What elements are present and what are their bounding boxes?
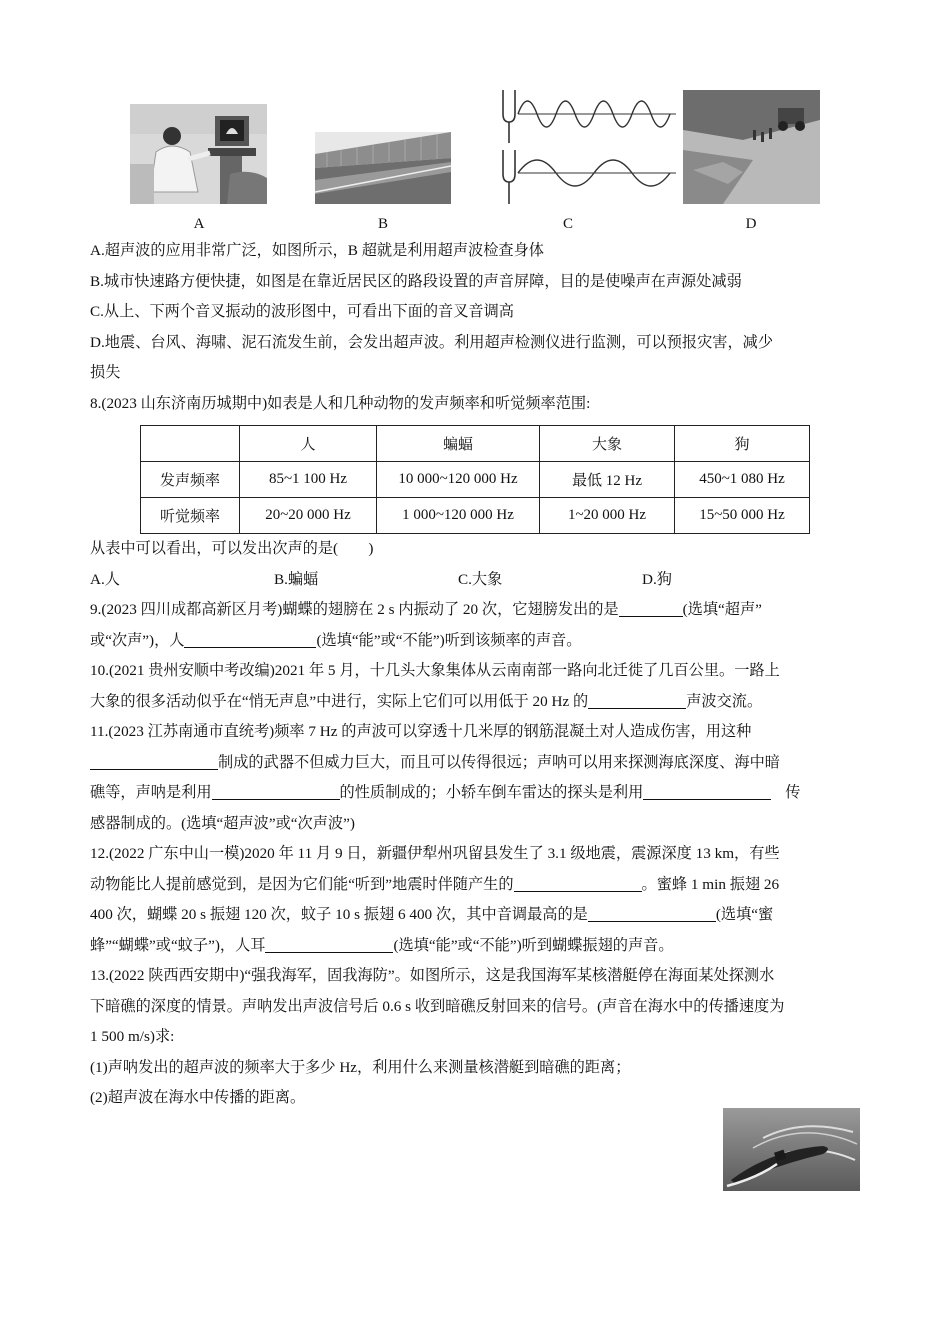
question-8: [90, 389, 860, 596]
landslide-site-photo: [683, 90, 820, 204]
q7-option-c: C.从上、下两个音叉振动的波形图中，可看出下面的音叉音调高: [90, 303, 514, 320]
q12-line-2: [90, 870, 860, 901]
table-cell: 15~50 000 Hz: [675, 498, 810, 534]
q12-text: (选填“蜜: [715, 906, 774, 923]
table-cell: 85~1 100 Hz: [240, 462, 377, 498]
q9-text: (选填“超声”: [682, 601, 762, 618]
table-cell: 1~20 000 Hz: [540, 498, 675, 534]
answer-blank[interactable]: [184, 631, 316, 648]
q12-text: 400 次，蝴蝶 20 s 振翅 120 次，蚊子 10 s 振翅 6 400 次，其中音调最高的是: [90, 906, 588, 923]
table-cell: 听觉频率: [141, 498, 240, 534]
q8-option-c[interactable]: C.大象: [458, 570, 503, 588]
q10-line-2: [90, 687, 860, 718]
q10-text: 声波交流。: [686, 692, 763, 710]
q13-line-1: 13.(2022 陕西西安期中)“强我海军，固我海防”。如图所示，这是我国海军某核潜艇停在海面某处探测水: [90, 967, 775, 984]
table-header-cell: 狗: [675, 426, 810, 462]
highway-sound-barrier-photo: [315, 132, 451, 204]
answer-blank[interactable]: [643, 783, 771, 800]
q13-sub-1: (1)声呐发出的超声波的频率大于多少 Hz，利用什么来测量核潜艇到暗礁的距离；: [90, 1058, 631, 1076]
q13-line-2: 下暗礁的深度的情景。声呐发出声波信号后 0.6 s 收到暗礁反射回来的信号。(声音在海水中的传播速度为: [90, 997, 785, 1015]
table-row: [141, 498, 810, 534]
question-11: [90, 717, 860, 839]
q11-text: 的性质制成的；小轿车倒车雷达的探头是利用: [339, 784, 644, 801]
q7-option-b: B.城市快速路方便快捷，如图是在靠近居民区的路段设置的声音屏障，目的是使噪声在声源处减弱: [90, 272, 742, 290]
table-cell: 10 000~120 000 Hz: [377, 462, 540, 498]
q12-text: (选填“能”或“不能”)听到蝴蝶振翅的声音。: [393, 936, 674, 954]
q7-option-d-cont: 损失: [90, 364, 121, 381]
q7-option-a: A.超声波的应用非常广泛，如图所示，B 超就是利用超声波检查身体: [90, 242, 544, 259]
table-header-cell: 蝙蝠: [377, 426, 540, 462]
answer-blank[interactable]: [619, 600, 683, 617]
q11-line-3: [90, 778, 860, 809]
q8-question: 从表中可以看出，可以发出次声的是( ): [90, 540, 374, 557]
table-cell: 1 000~120 000 Hz: [377, 498, 540, 534]
table-header-cell: [141, 426, 240, 462]
frequency-table: [140, 425, 810, 534]
q9-text: (选填“能”或“不能”)听到该频率的声音。: [316, 631, 582, 649]
question-12: [90, 839, 860, 961]
figure-label-c: C: [562, 216, 573, 232]
q8-option-a[interactable]: A.人: [90, 570, 120, 588]
figure-label-d: D: [745, 216, 757, 232]
q10-line-1: 10.(2021 贵州安顺中考改编)2021 年 5 月，十几头大象集体从云南南部一路向北迁徙了几百公里。一路上: [90, 662, 780, 679]
worksheet-page: [90, 88, 860, 1114]
figure-label-b: B: [377, 216, 388, 232]
q13-sub-2: (2)超声波在海水中传播的距离。: [90, 1089, 306, 1106]
q12-line-3: [90, 900, 860, 931]
ultrasound-exam-photo: [130, 104, 267, 204]
answer-blank[interactable]: [90, 753, 218, 770]
q8-stem: 8.(2023 山东济南历城期中)如表是人和几种动物的发声频率和听觉频率范围:: [90, 394, 591, 412]
q12-text: 。蜜蜂 1 min 振翅 26: [641, 875, 780, 893]
q11-text: 制成的武器不但威力巨大，而且可以传得很远；声呐可以用来探测海底深度、海中暗: [218, 753, 780, 771]
figure-label-a: A: [193, 216, 205, 232]
table-cell: 最低 12 Hz: [540, 462, 675, 498]
question-7-options: [90, 236, 860, 389]
q12-text: 蜂”“蝴蝶”或“蚊子”)，人耳: [90, 936, 266, 954]
table-header-row: [141, 426, 810, 462]
q12-text: 动物能比人提前感觉到，是因为它们能“听到”地震时伴随产生的: [90, 875, 514, 893]
q11-line-1: 11.(2023 江苏南通市直统考)频率 7 Hz 的声波可以穿透十几米厚的钢筋混凝土对人造成伤害，用这种: [90, 723, 752, 740]
question-9: [90, 595, 860, 656]
tuning-fork-waveforms: [498, 88, 678, 206]
q12-line-1: 12.(2022 广东中山一模)2020 年 11 月 9 日，新疆伊犁州巩留县发生了 3.1 级地震，震源深度 13 km，有些: [90, 845, 780, 862]
table-cell: 450~1 080 Hz: [675, 462, 810, 498]
q8-options: [90, 565, 860, 596]
q12-line-4: [90, 931, 860, 962]
q9-text: 9.(2023 四川成都高新区月考)蝴蝶的翅膀在 2 s 内振动了 20 次，它翅膀发出的是: [90, 601, 619, 618]
table-header-cell: 大象: [540, 426, 675, 462]
question-10: [90, 656, 860, 717]
answer-blank[interactable]: [588, 905, 716, 922]
q8-option-b[interactable]: B.蝙蝠: [274, 570, 319, 588]
table-cell: 20~20 000 Hz: [240, 498, 377, 534]
answer-blank[interactable]: [212, 783, 340, 800]
table-header-cell: 人: [240, 426, 377, 462]
figure-row: [90, 88, 860, 236]
q11-text: 传: [785, 784, 801, 801]
q11-text: 礁等，声呐是利用: [90, 784, 212, 801]
q11-line-4: 感器制成的。(选填“超声波”或“次声波”): [90, 814, 355, 832]
q11-line-2: [90, 748, 860, 779]
table-row: [141, 462, 810, 498]
answer-blank[interactable]: [588, 692, 686, 709]
question-13: [90, 961, 860, 1114]
q10-text: 大象的很多活动似乎在“悄无声息”中进行，实际上它们可以用低于 20 Hz 的: [90, 692, 589, 710]
answer-blank[interactable]: [265, 936, 393, 953]
q7-option-d: D.地震、台风、海啸、泥石流发生前，会发出超声波。利用超声检测仪进行监测，可以预报灾害，减少: [90, 333, 774, 351]
q9-text: 或“次声”)，人: [90, 631, 185, 649]
q9-line-1: [90, 595, 860, 626]
submarine-photo: [723, 1108, 860, 1191]
q13-line-3: 1 500 m/s)求:: [90, 1028, 175, 1045]
q9-line-2: [90, 626, 860, 657]
q8-option-d[interactable]: D.狗: [642, 570, 672, 588]
table-cell: 发声频率: [141, 462, 240, 498]
answer-blank[interactable]: [514, 875, 642, 892]
